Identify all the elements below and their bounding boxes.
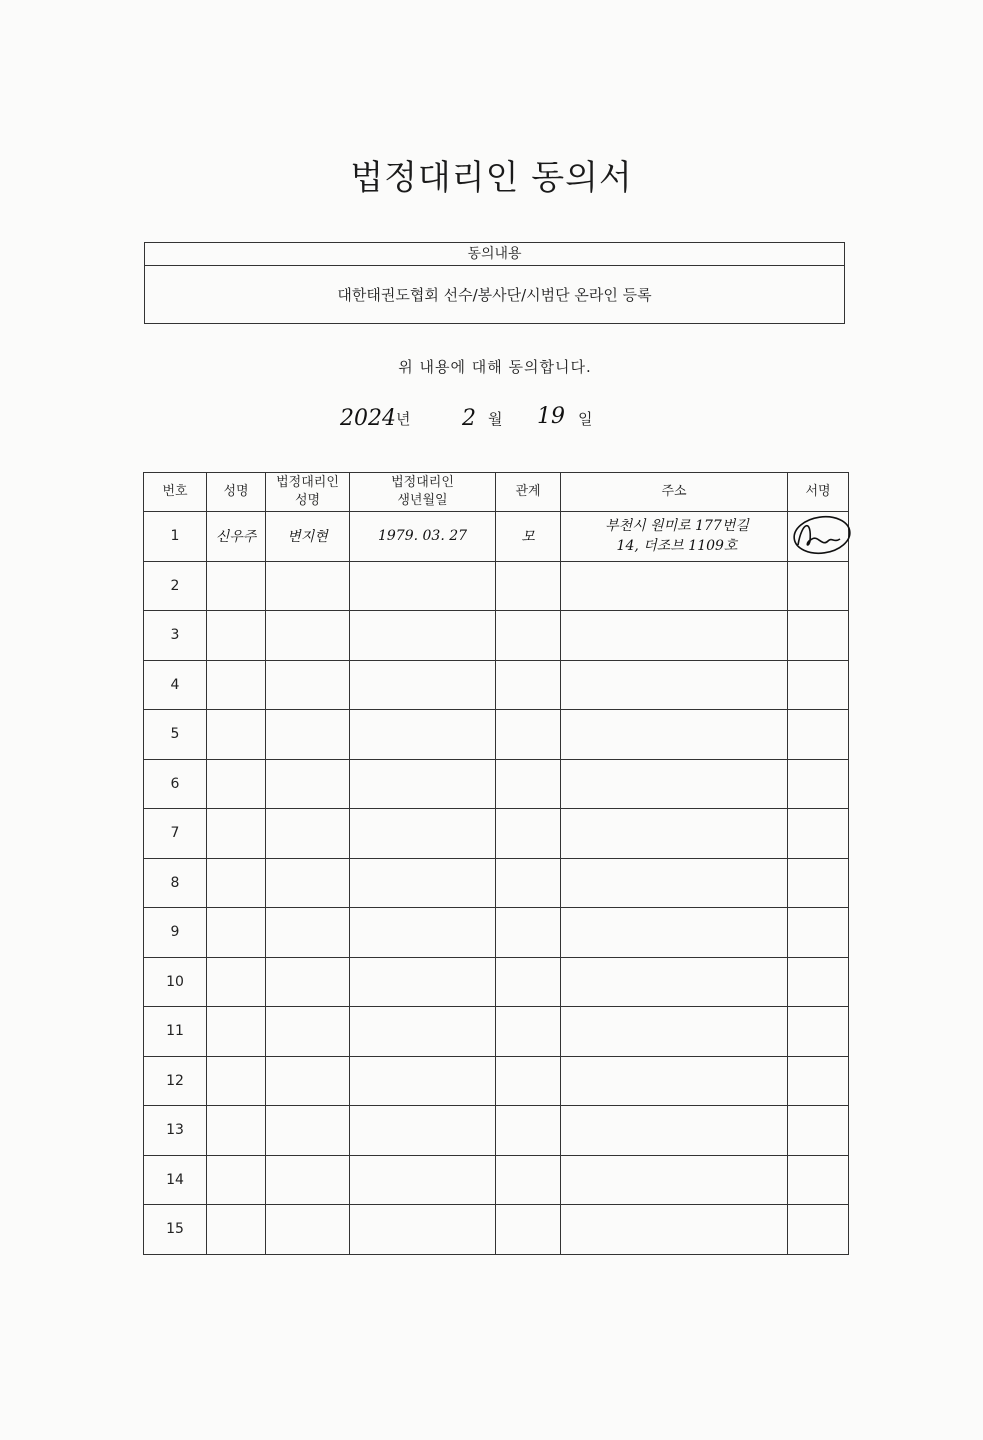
date-day-label: 일 bbox=[578, 410, 593, 428]
row-number-value: 15 bbox=[166, 1221, 184, 1238]
header-number-label: 번호 bbox=[162, 484, 188, 499]
row-relation bbox=[496, 1106, 561, 1156]
row-address bbox=[561, 1007, 788, 1057]
page-title: 법정대리인 동의서 bbox=[350, 158, 633, 198]
row-number-value: 8 bbox=[170, 874, 180, 891]
row-relation bbox=[496, 957, 561, 1007]
row-number-value: 4 bbox=[170, 676, 180, 693]
header-number bbox=[144, 473, 207, 512]
row-address bbox=[561, 710, 788, 760]
row-relation bbox=[496, 1205, 561, 1255]
row-name-value: 신우주 bbox=[215, 529, 257, 546]
row-number-value: 14 bbox=[166, 1171, 184, 1188]
row-name bbox=[207, 1056, 266, 1106]
row-guardian-name bbox=[266, 1007, 350, 1057]
row-address bbox=[561, 957, 788, 1007]
row-number-value: 13 bbox=[166, 1122, 184, 1139]
row-address bbox=[561, 858, 788, 908]
header-relation bbox=[496, 473, 561, 512]
row-number bbox=[144, 957, 207, 1007]
row-guardian-name bbox=[266, 957, 350, 1007]
date-month: 2 bbox=[462, 406, 476, 431]
row-guardian-name bbox=[266, 710, 350, 760]
address-line-1: 부천시 원미로 177번길 bbox=[605, 518, 749, 535]
row-relation bbox=[496, 759, 561, 809]
row-number-value: 3 bbox=[170, 627, 180, 644]
table-row bbox=[144, 611, 849, 661]
row-guardian-birth bbox=[350, 1056, 496, 1106]
row-relation bbox=[496, 858, 561, 908]
row-address bbox=[561, 512, 788, 562]
row-number bbox=[144, 1007, 207, 1057]
table-row bbox=[144, 1056, 849, 1106]
row-address bbox=[561, 1106, 788, 1156]
row-guardian-birth bbox=[350, 561, 496, 611]
row-guardian-birth bbox=[350, 1106, 496, 1156]
consent-body: 대한태권도협회 선수/봉사단/시범단 온라인 등록 bbox=[337, 286, 652, 304]
row-relation-value: 모 bbox=[521, 529, 535, 546]
row-relation bbox=[496, 908, 561, 958]
table-row bbox=[144, 809, 849, 859]
row-guardian-birth bbox=[350, 957, 496, 1007]
row-name bbox=[207, 908, 266, 958]
table-row bbox=[144, 660, 849, 710]
row-address bbox=[561, 561, 788, 611]
row-address bbox=[561, 759, 788, 809]
row-name bbox=[207, 512, 266, 562]
row-name bbox=[207, 710, 266, 760]
row-number bbox=[144, 611, 207, 661]
row-number-value: 10 bbox=[166, 973, 184, 990]
row-address bbox=[561, 611, 788, 661]
address-line-2: 14, 더조브 1109호 bbox=[616, 538, 738, 555]
row-number-value: 12 bbox=[166, 1072, 184, 1089]
row-signature bbox=[788, 1106, 849, 1156]
row-guardian-birth bbox=[350, 759, 496, 809]
date-day: 19 bbox=[537, 404, 565, 429]
table-row bbox=[144, 1205, 849, 1255]
row-number bbox=[144, 759, 207, 809]
row-name bbox=[207, 1106, 266, 1156]
row-guardian-birth bbox=[350, 1155, 496, 1205]
row-guardian-birth bbox=[350, 858, 496, 908]
row-name bbox=[207, 1205, 266, 1255]
row-number bbox=[144, 1056, 207, 1106]
row-guardian-name-value: 변지현 bbox=[287, 529, 328, 546]
row-guardian-birth-value: 1979. 03. 27 bbox=[377, 528, 468, 545]
row-name bbox=[207, 809, 266, 859]
row-guardian-name bbox=[266, 908, 350, 958]
table-row bbox=[144, 710, 849, 760]
row-signature bbox=[788, 611, 849, 661]
table-row bbox=[144, 908, 849, 958]
date-month-label: 월 bbox=[488, 410, 503, 428]
row-number bbox=[144, 809, 207, 859]
row-number-value: 2 bbox=[170, 577, 180, 594]
header-name bbox=[207, 473, 266, 512]
row-relation bbox=[496, 809, 561, 859]
row-guardian-name bbox=[266, 561, 350, 611]
row-number bbox=[144, 561, 207, 611]
row-number-value: 7 bbox=[170, 825, 180, 842]
row-number bbox=[144, 1106, 207, 1156]
row-guardian-name bbox=[266, 1205, 350, 1255]
row-relation bbox=[496, 1007, 561, 1057]
row-signature bbox=[788, 908, 849, 958]
row-signature bbox=[788, 660, 849, 710]
row-address bbox=[561, 809, 788, 859]
row-guardian-birth bbox=[350, 809, 496, 859]
row-address bbox=[561, 1056, 788, 1106]
row-number-value: 11 bbox=[166, 1023, 184, 1040]
consent-header: 동의내용 bbox=[145, 243, 844, 266]
header-address-label: 주소 bbox=[661, 484, 687, 499]
row-name bbox=[207, 1155, 266, 1205]
row-number bbox=[144, 858, 207, 908]
row-number-value: 5 bbox=[170, 726, 180, 743]
row-relation bbox=[496, 1056, 561, 1106]
row-guardian-name bbox=[266, 512, 350, 562]
row-number-value: 6 bbox=[170, 775, 180, 792]
row-address bbox=[561, 1205, 788, 1255]
row-name bbox=[207, 858, 266, 908]
row-number bbox=[144, 660, 207, 710]
row-signature bbox=[788, 809, 849, 859]
row-signature bbox=[788, 957, 849, 1007]
table-row bbox=[144, 512, 849, 562]
row-relation bbox=[496, 611, 561, 661]
row-guardian-birth bbox=[350, 660, 496, 710]
header-address bbox=[561, 473, 788, 512]
row-number bbox=[144, 512, 207, 562]
row-signature bbox=[788, 1205, 849, 1255]
table-row bbox=[144, 858, 849, 908]
row-number bbox=[144, 1155, 207, 1205]
row-guardian-name bbox=[266, 660, 350, 710]
row-guardian-birth bbox=[350, 710, 496, 760]
header-name-label: 성명 bbox=[223, 484, 249, 499]
row-signature bbox=[788, 1007, 849, 1057]
row-guardian-name bbox=[266, 1106, 350, 1156]
row-signature bbox=[788, 561, 849, 611]
date-year: 2024 bbox=[340, 406, 396, 431]
row-number bbox=[144, 1205, 207, 1255]
row-number bbox=[144, 710, 207, 760]
row-guardian-birth bbox=[350, 611, 496, 661]
row-guardian-name bbox=[266, 1056, 350, 1106]
consent-box bbox=[144, 242, 845, 324]
table-row bbox=[144, 561, 849, 611]
row-relation bbox=[496, 710, 561, 760]
row-signature bbox=[788, 1155, 849, 1205]
row-relation bbox=[496, 512, 561, 562]
header-signature bbox=[788, 473, 849, 512]
row-guardian-name bbox=[266, 759, 350, 809]
row-guardian-birth bbox=[350, 512, 496, 562]
row-number-value: 9 bbox=[170, 924, 180, 941]
row-number-value: 1 bbox=[170, 528, 180, 545]
row-signature bbox=[788, 858, 849, 908]
row-signature bbox=[788, 710, 849, 760]
row-number bbox=[144, 908, 207, 958]
row-guardian-birth bbox=[350, 1205, 496, 1255]
row-signature bbox=[788, 1056, 849, 1106]
header-signature-label: 서명 bbox=[805, 484, 831, 499]
row-guardian-birth bbox=[350, 1007, 496, 1057]
row-relation bbox=[496, 561, 561, 611]
table-row bbox=[144, 1106, 849, 1156]
header-relation-label: 관계 bbox=[515, 484, 541, 499]
row-name bbox=[207, 759, 266, 809]
header-guardian-birth bbox=[350, 473, 496, 512]
row-address bbox=[561, 908, 788, 958]
row-guardian-name bbox=[266, 858, 350, 908]
row-name bbox=[207, 660, 266, 710]
row-signature bbox=[788, 759, 849, 809]
guardian-table bbox=[143, 472, 849, 1255]
row-relation bbox=[496, 1155, 561, 1205]
date-year-label: 년 bbox=[396, 410, 411, 428]
row-guardian-name bbox=[266, 611, 350, 661]
row-name bbox=[207, 1007, 266, 1057]
row-address bbox=[561, 660, 788, 710]
table-row bbox=[144, 1155, 849, 1205]
row-guardian-birth bbox=[350, 908, 496, 958]
row-address bbox=[561, 1155, 788, 1205]
agreement-text: 위 내용에 대해 동의합니다. bbox=[398, 358, 592, 376]
row-guardian-name bbox=[266, 1155, 350, 1205]
header-guardian-name-label: 법정대리인 성명 bbox=[276, 475, 339, 508]
header-guardian-birth-label: 법정대리인 생년월일 bbox=[391, 475, 454, 508]
row-relation bbox=[496, 660, 561, 710]
table-row bbox=[144, 957, 849, 1007]
table-row bbox=[144, 1007, 849, 1057]
row-name bbox=[207, 957, 266, 1007]
table-header-row bbox=[144, 473, 849, 512]
header-guardian-name bbox=[266, 473, 350, 512]
row-signature bbox=[788, 512, 849, 562]
table-row bbox=[144, 759, 849, 809]
row-guardian-name bbox=[266, 809, 350, 859]
row-name bbox=[207, 561, 266, 611]
row-name bbox=[207, 611, 266, 661]
signature-mark bbox=[788, 513, 852, 559]
